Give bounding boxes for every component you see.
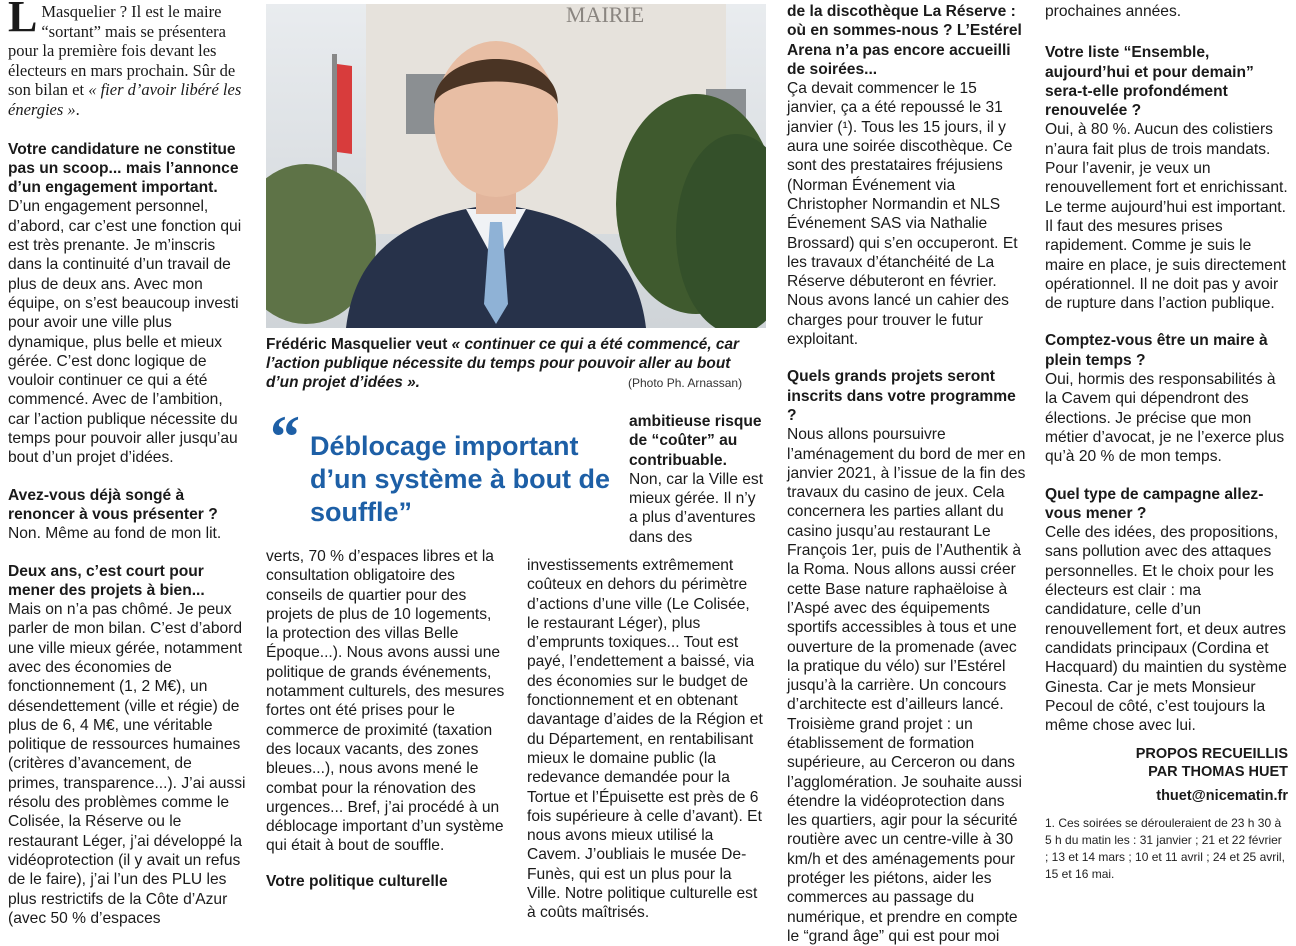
question-3: Deux ans, c’est court pour mener des projets à bien... bbox=[8, 562, 205, 599]
drop-cap: L bbox=[8, 0, 38, 41]
answer-list: Oui, à 80 %. Aucun des colistiers n’aura fait plus de trois mandats. Pour l’avenir, je veux un renouvellement fort et enrichissant. Le terme aujourd’hui est important. Il faut des mesures prises rapidement. Comme je suis le maire en place, je suis directement opérationnel. Il ne doit pas y avoir de rupture dans l’action publique. bbox=[1045, 121, 1288, 313]
pull-quote-text: Déblocage important d’un système à bout de souffle” bbox=[310, 431, 611, 527]
intro-paragraph bbox=[8, 2, 246, 120]
column-3-top bbox=[629, 412, 765, 547]
caption-name: Frédéric Masquelier veut bbox=[266, 336, 448, 353]
intro-end: . bbox=[75, 99, 80, 119]
byline-1: PROPOS RECUEILLIS bbox=[1135, 746, 1288, 763]
question-projects: Quels grands projets seront inscrits dans votre programme ? bbox=[787, 368, 1016, 424]
question-culture-start: Votre politique culturelle bbox=[266, 872, 448, 890]
question-fulltime: Comptez-vous être un maire à plein temps ? bbox=[1045, 332, 1268, 369]
answer-culture-start: Non, car la Ville est mieux gérée. Il n’y a plus d’aventures dans des bbox=[629, 470, 764, 546]
answer-campaign: Celle des idées, des propositions, sans pollution avec des attaques personnelles. Et le choix pour les électeurs est clair : ma candidature, celle d’un renouvellement fort, et deux autres candidats principaux (Cordina et Hacquard) du maintien du système Ginesta. Car je mets Monsieur Pecoul de côté, c’est toujours la même chose avec lui. bbox=[1045, 524, 1287, 735]
column-3 bbox=[527, 556, 765, 923]
byline-2: PAR THOMAS HUET bbox=[1148, 764, 1288, 781]
quote-mark: “ bbox=[270, 404, 300, 470]
portrait-illustration bbox=[266, 4, 766, 328]
photo-credit: (Photo Ph. Arnassan) bbox=[628, 376, 743, 390]
question-2: Avez-vous déjà songé à renoncer à vous présenter ? bbox=[8, 486, 218, 523]
question-1: Votre candidature ne constitue pas un scoop... mais l’annonce d’un engagement important. bbox=[8, 140, 239, 197]
column-2 bbox=[266, 547, 506, 891]
answer-1: D’un engagement personnel, d’abord, car c’est une fonction qui est très prenante. Je m’inscris dans la continuité d’un travail de plus de deux ans. Avec mon équipe, on s’est beaucoup investi pour avoir une ville plus dynamique, plus belle et mieux gérée. C’est donc logique de vouloir continuer ce qui a été commencé. Avec de l’ambition, car l’action publique nécessite du temps pour pouvoir aller jusqu’au bout d’un projet d’idées. bbox=[8, 198, 242, 467]
answer-reserve: Ça devait commencer le 15 janvier, ça a été repoussé le 31 janvier (¹). Tous les 15 jours, il y aura une soirée discothèque. Ce sont des prestataires fréjusiens (Norman Événement via Christopher Normandin et NLS Événement SAS via Nathalie Brossard) qui s’en occuperont. Et les travaux d’étanchéité de La Réserve débuteront en février. Nous avons lancé un cahier des charges pour trouver le futur exploitant. bbox=[787, 80, 1018, 349]
footnote: 1. Ces soirées se dérouleraient de 23 h 30 à 5 h du matin les : 31 janvier ; 21 et 22 février ; 13 et 14 mars ; 10 et 11 avril ; 24 et 25 avril, 15 et 16 mai. bbox=[1045, 816, 1285, 882]
question-culture: ambitieuse risque de “coûter” au contribuable. bbox=[629, 413, 762, 469]
answer-3: Mais on n’a pas chômé. Je peux parler de mon bilan. C’est d’abord une ville mieux gérée, notamment avec des économies de fonctionnement (1, 2 M€), un désendettement (ville et régie) de plus de 6, 4 M€, une véritable politique de ressources humaines (critères d’avancement, de primes, transparence...). J’ai aussi résolu des problèmes comme le Colisée, la Réserve ou le restaurant Léger, j’ai développé la vidéoprotection (il y avait un refus de le faire), j’ai l’un des PLU les plus restrictifs de la Côte d’Azur (avec 50 % d’espaces bbox=[8, 601, 246, 927]
question-list: Votre liste “Ensemble, aujourd’hui et pour demain” sera-t-elle profondément renouvelée ? bbox=[1045, 44, 1254, 120]
question-reserve: de la discothèque La Réserve : où en sommes-nous ? L’Estérel Arena n’a pas encore accueilli de soirées... bbox=[787, 3, 1022, 78]
column-2-text: verts, 70 % d’espaces libres et la consultation obligatoire des conseils de quartier pour des projets de plus de 10 logements, la protection des villas Belle Époque...). Nous avons aussi une politique de grands événements, notamment culturels, des mesures fortes ont été prises pour le commerce de proximité (taxation des locaux vacants, des zones bleues...), nous avons mené le combat pour la rénovation des urgences... Bref, j’ai procédé à un déblocage important d’un système qui était à bout de souffle. bbox=[266, 548, 505, 855]
column-5 bbox=[1045, 2, 1288, 883]
intro-text: Masquelier ? Il est le maire “sortant” mais se présentera pour la première fois devant les électeurs en mars prochain. Sûr de son bilan et bbox=[8, 2, 236, 100]
answer-2: Non. Même au fond de mon lit. bbox=[8, 525, 222, 543]
building-sign: MAIRIE bbox=[566, 4, 645, 27]
intro-quote: « fier d’avoir libéré les énergies » bbox=[8, 80, 242, 119]
column-1 bbox=[8, 2, 246, 928]
answer-continued: prochaines années. bbox=[1045, 3, 1182, 20]
portrait-photo bbox=[266, 4, 766, 328]
question-campaign: Quel type de campagne allez-vous mener ? bbox=[1045, 485, 1264, 522]
answer-fulltime: Oui, hormis des responsabilités à la Cavem qui dépendront des élections. Je précise que mon métier d’avocat, je ne l’exerce plus qu’à 20 % de mon temps. bbox=[1045, 371, 1285, 466]
answer-projects: Nous allons poursuivre l’aménagement du bord de mer en janvier 2021, à l’issue de la fin des travaux du casino de jeux. Cela concernera les parties allant du casino jusqu’au restaurant Le François 1er, puis de l’Authentik à la Roma. Nous allons aussi créer cette Base nature raphaëloise à l’Aspé avec des équipements sportifs accessibles à tous et une ouverture de la promenade (avec la pratique du vélo) sur l’Estérel jusqu’à la carrière. Un concours d’architecte est d’ailleurs lancé. Troisième grand projet : un établissement de formation supérieure, au Cerceron ou dans l’agglomération. Je souhaite aussi étendre la vidéoprotection dans les quartiers, agir pour la sécurité routière avec un centre-ville à 30 km/h et des aménagements pour protéger les piétons, aider les commerces au passage du numérique, et prendre en compte le “grand âge” qui est pour moi bbox=[787, 426, 1026, 945]
column-4 bbox=[787, 2, 1027, 946]
answer-culture: investissements extrêmement coûteux en dehors du périmètre d’actions d’une ville (Le Colisée, le restaurant Léger), plus d’emprunts toxiques... Tout est payé, l’endettement a baissé, via des économies sur le budget de fonctionnement et en obtenant davantage d’aides de la Région et du Département, en rentabilisant mieux le domaine public (la redevance demandée pour la Tortue et l’Épuisette est près de 6 fois supérieure à celle d’avant). Et nous avons mieux utilisé la Cavem. J’oubliais le musée De-Funès, qui est un plus pour la Ville. Notre politique culturelle est à coûts maîtrisés. bbox=[527, 557, 763, 922]
caption-quote: « continuer ce qui a été commencé, car l’action publique nécessite du temps pour pouvoir aller au bout d’un projet d’idées ». bbox=[266, 336, 740, 391]
author-email[interactable]: thuet@nicematin.fr bbox=[1156, 788, 1288, 805]
